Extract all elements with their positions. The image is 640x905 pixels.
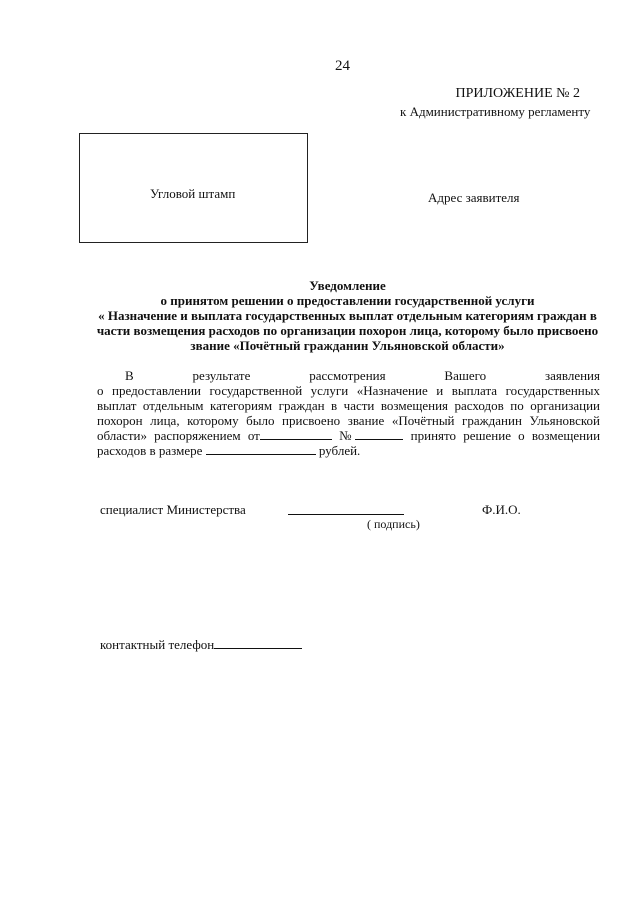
signature-caption: ( подпись) [367, 517, 420, 531]
body-line: о предоставлении государственной услуги «Назначение и выплата государственных [97, 383, 600, 398]
corner-stamp-box [79, 133, 308, 243]
body-text-fragment: расходов в размере [97, 443, 203, 458]
body-line: похорон лица, которому было присвоено звание «Почётный гражданин Ульяновской [97, 413, 600, 428]
corner-stamp-label: Угловой штамп [150, 186, 236, 201]
body-line: В результате рассмотрения Вашего заявления [125, 368, 600, 383]
currency-label: рублей. [318, 443, 361, 458]
appendix-title: ПРИЛОЖЕНИЕ № 2 [455, 86, 580, 101]
full-name-label: Ф.И.О. [482, 502, 521, 517]
body-line [97, 428, 600, 443]
page-number: 24 [335, 58, 350, 74]
appendix-subtitle: к Административному регламенту [400, 104, 591, 119]
notice-title-line: звание «Почётный гражданин Ульяновской области» [190, 338, 505, 353]
signer-label: специалист Министерства [100, 502, 246, 517]
notice-title-line: о принятом решении о предоставлении государственной услуги [160, 293, 535, 308]
notice-title-line: « Назначение и выплата государственных выплат отдельным категориям граждан в [98, 308, 597, 323]
appendix-header [400, 85, 591, 120]
applicant-address-label: Адрес заявителя [428, 190, 520, 205]
contact-phone-blank-field[interactable] [214, 637, 302, 649]
notice-title [95, 278, 600, 353]
date-blank-field[interactable] [260, 428, 332, 440]
body-text-fragment: принято решение о возмещении [410, 428, 601, 443]
contact-phone-label: контактный телефон [100, 637, 215, 652]
contact-phone [100, 637, 302, 653]
body-line: выплат отдельным категориям граждан в части возмещения расходов по организации [97, 398, 600, 413]
notice-title-line: Уведомление [309, 278, 386, 293]
notice-title-line: части возмещения расходов по организации похорон лица, которому было присвоено [96, 323, 599, 338]
number-sign: № [339, 428, 356, 443]
number-blank-field[interactable] [355, 428, 403, 440]
signature-line[interactable] [288, 514, 404, 515]
notice-body [97, 368, 600, 458]
body-line [97, 443, 600, 458]
amount-blank-field[interactable] [206, 443, 316, 455]
body-text-fragment: области» распоряжением от [97, 428, 260, 443]
